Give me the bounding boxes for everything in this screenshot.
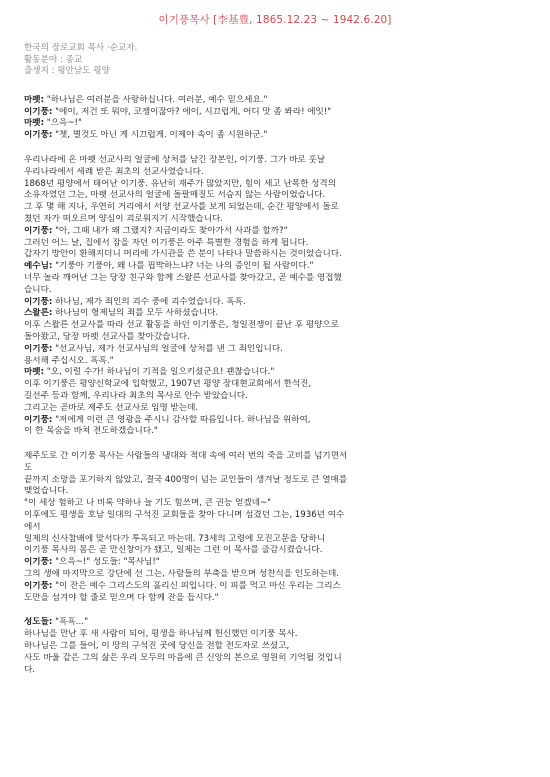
line-text: 제주도로 간 이기풍 목사는 사람들의 냉대와 적대 속에 여러 번의 죽을 고비를 넘기면서 — [24, 451, 348, 462]
speaker-label: 이기풍: — [24, 580, 53, 591]
text-line — [24, 297, 526, 309]
line-text: 끝까지 소망을 포기하지 않았고, 결국 400명이 넘는 교인들이 생겨날 정도로 큰 열매를 — [24, 474, 348, 485]
line-text: 맺었습니다. — [24, 486, 69, 497]
line-text: "에이, 저건 또 뭐야, 코쟁이잖아? 에이, 시끄럽게, 어디 맛 좀 봐라! 에잇!" — [52, 106, 332, 117]
text-line — [24, 273, 526, 285]
line-text: 하나님을 만난 후 새 사람이 되어, 평생을 하나님께 헌신했던 이기풍 목사. — [24, 629, 298, 640]
line-text: "기풍아 기풍아, 왜 나를 핍박하느냐? 너는 나의 증인이 될 사람이다." — [52, 261, 314, 272]
line-text: "저에게 이런 큰 영광을 주시니 감사할 따름입니다. 하나님을 위하여, — [52, 414, 311, 425]
meta-line-birthplace: 출생지 : 평안남도 평양 — [24, 66, 110, 77]
meta-line-field: 활동분야 : 종교 — [24, 54, 83, 65]
text-line — [24, 569, 526, 581]
speaker-label: 마펫: — [24, 367, 45, 378]
text-line — [24, 214, 526, 226]
line-text: 하나님, 제가 죄인의 괴수 중에 괴수였습니다. 흑흑. — [52, 296, 246, 307]
text-line — [24, 238, 526, 250]
line-text: 다. — [24, 664, 36, 675]
text-line — [24, 665, 526, 677]
text-line — [24, 190, 526, 202]
line-text: 이후 스왈른 선교사를 따라 선교 활동을 하던 이기풍은, 청일전쟁이 끝난 후 평양으로 — [24, 320, 340, 331]
line-text: 그러던 어느 날, 집에서 잠을 자던 이기풍은 아주 특별한 경험을 하게 됩니다. — [24, 237, 309, 248]
text-line — [24, 285, 526, 297]
line-text: 사도 바울 같은 그의 삶은 우리 모두의 마음에 큰 신앙의 본으로 영원히 기억될 것입니 — [24, 652, 342, 663]
text-line — [24, 167, 526, 179]
speaker-label: 이기풍: — [24, 343, 53, 354]
text-line — [24, 344, 526, 356]
line-text: 습니다. — [24, 284, 52, 295]
line-text: "흑흑…" — [52, 617, 89, 628]
biography-section — [24, 155, 526, 438]
line-text: 그 후 몇 해 지나, 우연히 거리에서 서양 선교사를 보게 되었는데, 순간 평양에서 돌로 — [24, 202, 339, 213]
jeju-mission-section — [24, 451, 526, 604]
text-line — [24, 202, 526, 214]
text-line — [24, 379, 526, 391]
speaker-label: 마펫: — [24, 118, 45, 129]
text-line — [24, 593, 526, 605]
line-text: "오, 이럴 수가! 하나님이 기적을 일으키셨군요! 괜찮습니다." — [44, 367, 275, 378]
speaker-label: 마펫: — [24, 94, 45, 105]
line-text: 너무 놀라 깨어난 그는 당장 친구와 함께 스왈른 선교사를 찾아갔고, 곧 예수를 영접했 — [24, 272, 342, 283]
line-text: "이 세상 험하고 나 비록 약하나 늘 기도 힘쓰며, 큰 권능 얻겠네~" — [24, 498, 272, 509]
line-text: 이 한 목숨을 바쳐 전도하겠습니다." — [24, 426, 158, 437]
line-text: 도 — [24, 462, 33, 473]
text-line — [24, 522, 526, 534]
line-text: "으윽~!" — [44, 118, 82, 129]
line-text: "쳇, 별것도 아닌 게 시끄럽게. 이제야 속이 좀 시원하군." — [52, 130, 268, 141]
line-text: 우리나라에 온 마펫 선교사의 얼굴에 상처를 남긴 장본인, 이기풍. 그가 바로 훗날 — [24, 154, 326, 165]
line-text: 1868년 평양에서 태어난 이기풍. 유난히 재주가 많았지만, 힘이 세고 난폭한 성격의 — [24, 178, 337, 189]
text-line — [24, 261, 526, 273]
text-line — [24, 403, 526, 415]
line-text: 용서해 주십시오. 흑흑." — [24, 355, 114, 366]
text-line — [24, 617, 526, 629]
speaker-label: 이기풍: — [24, 225, 53, 236]
text-line — [24, 545, 526, 557]
text-line — [24, 426, 526, 438]
text-line — [24, 356, 526, 368]
line-text: 이후 이기풍은 평양신학교에 입학했고, 1907년 평양 장대현교회에서 한석진, — [24, 379, 312, 390]
line-text: "하나님은 여러분을 사랑하십니다. 여러분, 예수 믿으세요." — [44, 94, 268, 105]
line-text: 갑자기 방안이 환해지더니 머리에 가시관을 쓴 분이 나타나 말씀하시는 것이었습니다. — [24, 249, 342, 260]
page-title: 이기풍목사 [李基豊, 1865.12.23 ~ 1942.6.20] — [158, 14, 392, 26]
profile-meta — [24, 43, 526, 78]
line-text: 에서 — [24, 521, 41, 532]
text-line — [24, 653, 526, 665]
text-line — [24, 130, 526, 142]
text-line — [24, 118, 526, 130]
line-text: 쳤던 자가 떠오르며 양심이 괴로워지기 시작했습니다. — [24, 213, 224, 224]
speaker-label: 이기풍: — [24, 414, 53, 425]
line-text: 이기풍 목사의 몸은 곧 만신창이가 됐고, 일제는 그런 이 목사를 출감시켰습니다. — [24, 545, 323, 556]
text-line — [24, 308, 526, 320]
speaker-label: 이기풍: — [24, 130, 53, 141]
line-text: 길선주 등과 함께, 우리나라 최초의 목사로 안수 받았습니다. — [24, 390, 248, 401]
text-line — [24, 367, 526, 379]
text-line — [24, 510, 526, 522]
line-text: 이후에도 평생을 호남 일대의 구석진 교회들을 찾아 다니며 섬겼던 그는, 1936년 여수 — [24, 510, 345, 521]
line-text: 도만을 섬겨야 할 줄로 믿으며 다 함께 잔을 듭시다." — [24, 592, 219, 603]
text-line — [24, 226, 526, 238]
line-text: 하나님은 그를 들어, 이 땅의 구석진 곳에 당신을 전할 전도자로 쓰셨고, — [24, 641, 290, 652]
line-text: 소유자였던 그는, 마펫 선교사의 얼굴에 돌팔매질도 서슴지 않는 사람이었습니다. — [24, 190, 326, 201]
line-text: "아, 그때 내가 왜 그랬지? 지금이라도 찾아가서 사과를 할까?" — [52, 225, 288, 236]
dialogue-opening — [24, 95, 526, 142]
text-line — [24, 641, 526, 653]
text-line — [24, 155, 526, 167]
speaker-label: 이기풍: — [24, 557, 53, 568]
line-text: "이 잔은 예수 그리스도의 흘리신 피입니다. 이 피를 먹고 마신 우리는 그리스 — [52, 580, 341, 591]
text-line — [24, 557, 526, 569]
speaker-label: 스왈른: — [24, 308, 53, 319]
line-text: 일제의 신사참배에 맞서다가 투옥되고 마는데. 73세의 고령에 모진고문을 당하니 — [24, 533, 326, 544]
line-text: 그리고는 곧바로 제주도 선교사로 임명 받는데. — [24, 402, 199, 413]
text-line — [24, 486, 526, 498]
text-line — [24, 534, 526, 546]
line-text: "으윽~!" 성도들: "목사님!" — [52, 557, 160, 568]
closing-section — [24, 617, 526, 676]
text-line — [24, 629, 526, 641]
text-line — [24, 581, 526, 593]
text-line — [24, 463, 526, 475]
text-line — [24, 475, 526, 487]
text-line — [24, 179, 526, 191]
text-line — [24, 320, 526, 332]
text-line — [24, 95, 526, 107]
speaker-label: 예수님: — [24, 261, 53, 272]
speaker-label: 이기풍: — [24, 106, 53, 117]
text-line — [24, 451, 526, 463]
line-text: 돌아왔고, 당장 마펫 선교사를 찾아갔습니다. — [24, 331, 190, 342]
line-text: 하나님이 형제님의 죄를 모두 사하셨습니다. — [52, 308, 219, 319]
text-line — [24, 391, 526, 403]
meta-line-description: 한국의 장로교회 목사 ·순교자. — [24, 43, 138, 53]
text-line — [24, 498, 526, 510]
line-text: 그의 생애 마지막으로 강단에 선 그는, 사람들의 부축을 받으며 성찬식을 인도하는데. — [24, 569, 340, 580]
speaker-label: 이기풍: — [24, 296, 53, 307]
text-line — [24, 249, 526, 261]
text-line — [24, 107, 526, 119]
speaker-label: 성도들: — [24, 617, 53, 628]
text-line — [24, 332, 526, 344]
text-line — [24, 415, 526, 427]
line-text: "선교사님, 제가 선교사님의 얼굴에 상처를 낸 그 죄인입니다. — [52, 343, 283, 354]
line-text: 우리나라에서 세례 받은 최초의 선교사였습니다. — [24, 166, 204, 177]
